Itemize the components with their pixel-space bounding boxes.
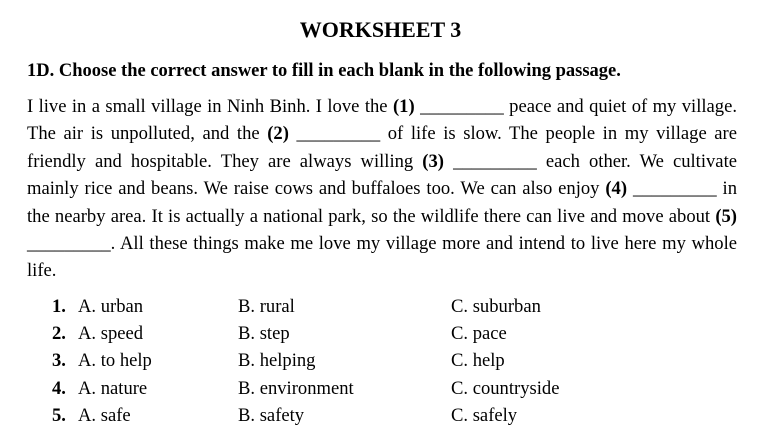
blank-number-3: (3) bbox=[422, 150, 444, 172]
option-a: A. urban bbox=[78, 296, 144, 317]
blank-line-4: _________ bbox=[632, 178, 717, 200]
question-number: 4. bbox=[52, 377, 66, 399]
question-row-2 bbox=[27, 320, 727, 347]
option-b: B. step bbox=[238, 323, 290, 345]
passage-text: . All these things make me love my village more and intend to live here my whole life. bbox=[27, 233, 737, 282]
passage-text: in the nearby area. It is actually a national park, so the wildlife there can live and move about bbox=[27, 178, 737, 227]
passage-text: I live in a small village in Ninh Binh. I love the bbox=[27, 96, 393, 117]
option-b: B. rural bbox=[238, 296, 295, 317]
question-number: 1. bbox=[52, 296, 66, 317]
option-a: A. to help bbox=[78, 350, 152, 372]
blank-number-2: (2) bbox=[267, 123, 289, 145]
question-number: 5. bbox=[52, 404, 66, 426]
option-c: C. safely bbox=[451, 404, 518, 426]
blank-number-1: (1) bbox=[392, 96, 415, 117]
blank-line-2: _________ bbox=[296, 123, 381, 145]
option-c: C. countryside bbox=[451, 377, 560, 399]
worksheet-title: WORKSHEET 3 bbox=[299, 17, 462, 42]
option-c: C. suburban bbox=[451, 296, 541, 317]
option-b: B. safety bbox=[238, 404, 305, 426]
option-c: C. pace bbox=[451, 323, 507, 345]
question-row-4 bbox=[27, 375, 727, 402]
option-b: B. helping bbox=[238, 350, 316, 372]
option-b: B. environment bbox=[238, 377, 354, 399]
answer-options bbox=[27, 293, 727, 429]
option-a: A. safe bbox=[78, 404, 131, 426]
option-a: A. speed bbox=[78, 323, 144, 345]
question-row-5 bbox=[27, 402, 727, 429]
passage-text: peace and quiet of my village. The air is unpolluted, and the bbox=[27, 96, 738, 145]
exercise-instruction: 1D. Choose the correct answer to fill in each blank in the following passage. bbox=[27, 61, 621, 81]
option-c: C. help bbox=[451, 350, 505, 372]
blank-line-1: _________ bbox=[420, 96, 504, 117]
blank-line-3: _________ bbox=[453, 150, 537, 172]
blank-number-5: (5) bbox=[715, 205, 737, 227]
question-row-3 bbox=[27, 347, 727, 374]
question-number: 3. bbox=[52, 350, 66, 372]
blank-number-4: (4) bbox=[605, 178, 628, 200]
option-a: A. nature bbox=[78, 377, 148, 399]
passage-text: of life is slow. The people in my village are friendly and hospitable. They are always willing bbox=[27, 123, 737, 172]
reading-passage bbox=[27, 93, 737, 285]
blank-line-5: _________ bbox=[27, 233, 111, 255]
question-row-1 bbox=[27, 293, 727, 320]
passage-text: each other. We cultivate mainly rice and beans. We raise cows and buffaloes too. We can also enjoy bbox=[27, 150, 737, 200]
question-number: 2. bbox=[52, 323, 66, 345]
